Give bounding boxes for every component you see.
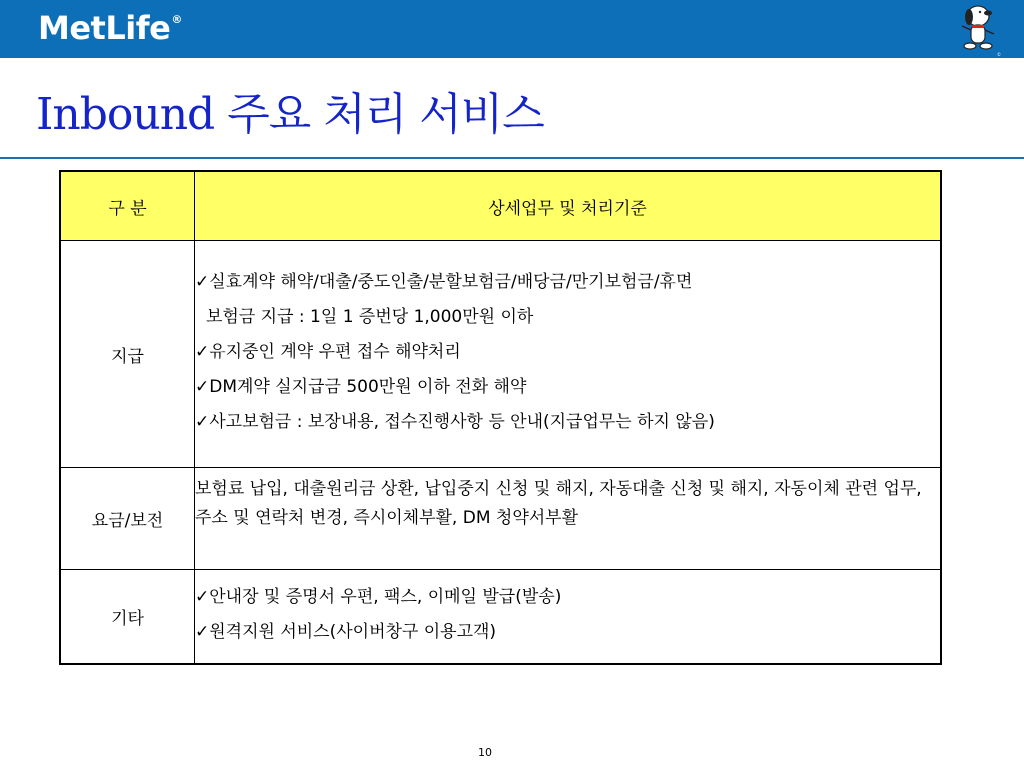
- header-bar: [0, 0, 1024, 58]
- registered-mark: ®: [171, 13, 182, 26]
- svg-text:©: ©: [997, 52, 1001, 57]
- slide-title: Inbound 주요 처리 서비스: [36, 89, 544, 140]
- header-category: 구 분: [60, 171, 195, 241]
- detail-cell: [195, 570, 942, 664]
- snoopy-mascot-icon: [948, 2, 1012, 58]
- title-divider: [0, 157, 1024, 159]
- metlife-logo: [38, 9, 182, 47]
- table-row: [60, 570, 941, 664]
- detail-cell: [195, 468, 942, 570]
- table-header-row: [60, 171, 941, 241]
- category-cell: 요금/보전: [60, 468, 195, 570]
- detail-line: ✓원격지원 서비스(사이버창구 이용고객): [195, 622, 497, 642]
- brand-name: MetLife: [38, 9, 171, 47]
- table-row: [60, 241, 941, 468]
- detail-cell: [195, 241, 942, 468]
- detail-line: ✓안내장 및 증명서 우편, 팩스, 이메일 발급(발송): [195, 587, 562, 607]
- category-cell: 지급: [60, 241, 195, 468]
- detail-line: ✓유지중인 계약 우편 접수 해약처리: [195, 342, 461, 362]
- table-row: [60, 468, 941, 570]
- detail-line: ✓사고보험금 : 보장내용, 접수진행사항 등 안내(지급업무는 하지 않음): [195, 412, 715, 432]
- detail-line: ✓실효계약 해약/대출/중도인출/분할보험금/배당금/만기보험금/휴면: [195, 272, 693, 292]
- detail-paragraph: 보험료 납입, 대출원리금 상환, 납입중지 신청 및 해지, 자동대출 신청 및 해지, 자동이체 관련 업무, 주소 및 연락처 변경, 즉시이체부활, DM 청약서부활: [195, 479, 922, 528]
- header-detail: 상세업무 및 처리기준: [195, 171, 942, 241]
- category-cell: 기타: [60, 570, 195, 664]
- detail-line: ✓DM계약 실지급금 500만원 이하 전화 해약: [195, 377, 527, 397]
- service-table: [59, 170, 942, 665]
- detail-line: 보험금 지급 : 1일 1 증번당 1,000만원 이하: [206, 307, 534, 327]
- page-number: 10: [478, 746, 492, 759]
